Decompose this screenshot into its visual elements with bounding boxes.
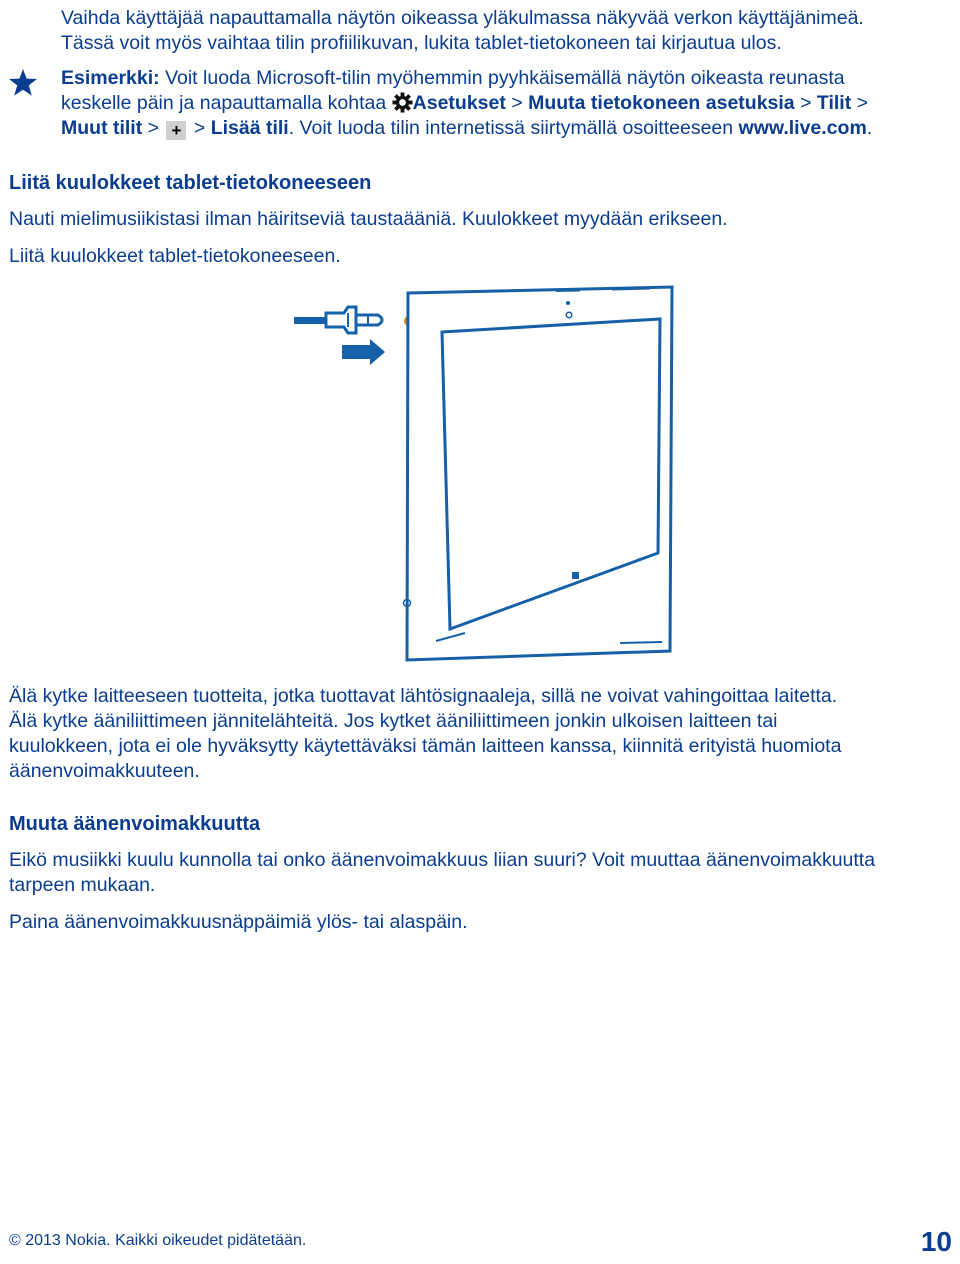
tip-text-2: keskelle päin ja napauttamalla kohtaa [61,92,392,114]
intro-line-2: Tässä voit myös vaihtaa tilin profiilikuvan, lukita tablet-tietokoneen tai kirjautua ulos. [61,32,782,54]
warning-line-4: äänenvoimakkuuteen. [9,760,200,782]
tip-settings: Asetukset [412,92,506,114]
plug-body [326,307,356,333]
copyright: © 2013 Nokia. Kaikki oikeudet pidätetään. [9,1232,307,1249]
tip-change-settings: Muuta tietokoneen asetuksia [528,92,795,114]
camera-icon [566,301,570,305]
tip-end: . [866,117,873,139]
gear-icon [392,92,413,113]
warning-line-2: Älä kytke ääniliittimeen jännitelähteitä. Jos kytket ääniliittimeen jonkin ulkoisen laitteen tai [9,710,778,732]
intro-text [61,6,951,56]
section2-para-1 [9,848,954,898]
cable [294,317,326,324]
tip-text-1: Voit luoda Microsoft-tilin myöhemmin pyyhkäisemällä näytön oikeasta reunasta [159,67,845,89]
tip-url: www.live.com [738,117,867,139]
tip-sep: > [188,117,211,139]
section-heading-volume: Muuta äänenvoimakkuutta [9,813,261,835]
warning-block [9,684,954,784]
warning-line-3: kuulokkeen, jota ei ole hyväksytty käytettäväksi tämän laitteen kanssa, kiinnitä erityistä huomiota [9,735,842,757]
arrow-right-icon [342,339,385,365]
tip-sep: > [794,92,817,114]
tip-sep: > [505,92,529,114]
tip-sep: > [142,117,165,139]
section2-para-1-line-2: tarpeen mukaan. [9,874,156,896]
star-icon [8,68,38,97]
tip-block [61,66,951,141]
section1-para-1: Nauti mielimusiikistasi ilman häiritseviä taustaääniä. Kuulokkeet myydään erikseen. [9,208,728,230]
section2-para-2: Paina äänenvoimakkuusnäppäimiä ylös- tai alaspäin. [9,911,468,933]
section-heading-headphones: Liitä kuulokkeet tablet-tietokoneeseen [9,172,372,194]
tip-add-account: Lisää tili [210,117,289,139]
section2-para-1-line-1: Eikö musiikki kuulu kunnolla tai onko äänenvoimakkuus liian suuri? Voit muuttaa äänenvoimakkuutta [9,849,876,871]
tip-text-3: . Voit luoda tilin internetissä siirtymällä osoitteeseen [288,117,739,139]
intro-line-1: Vaihda käyttäjää napauttamalla näytön oikeassa yläkulmassa näkyvää verkon käyttäjänimeä. [61,7,864,29]
tip-label: Esimerkki: [61,67,160,89]
plus-icon: + [166,121,186,140]
page-number: 10 [920,1226,952,1257]
warning-line-1: Älä kytke laitteeseen tuotteita, jotka tuottavat lähtösignaaleja, sillä ne voivat vahingoittaa laitetta. [9,685,838,707]
windows-button-icon [572,572,579,579]
tip-accounts: Tilit [816,92,852,114]
tip-sep: > [851,92,869,114]
section1-para-2: Liitä kuulokkeet tablet-tietokoneeseen. [9,245,341,267]
headphone-connection-illustration [290,285,680,665]
tip-other-accounts: Muut tilit [61,117,143,139]
